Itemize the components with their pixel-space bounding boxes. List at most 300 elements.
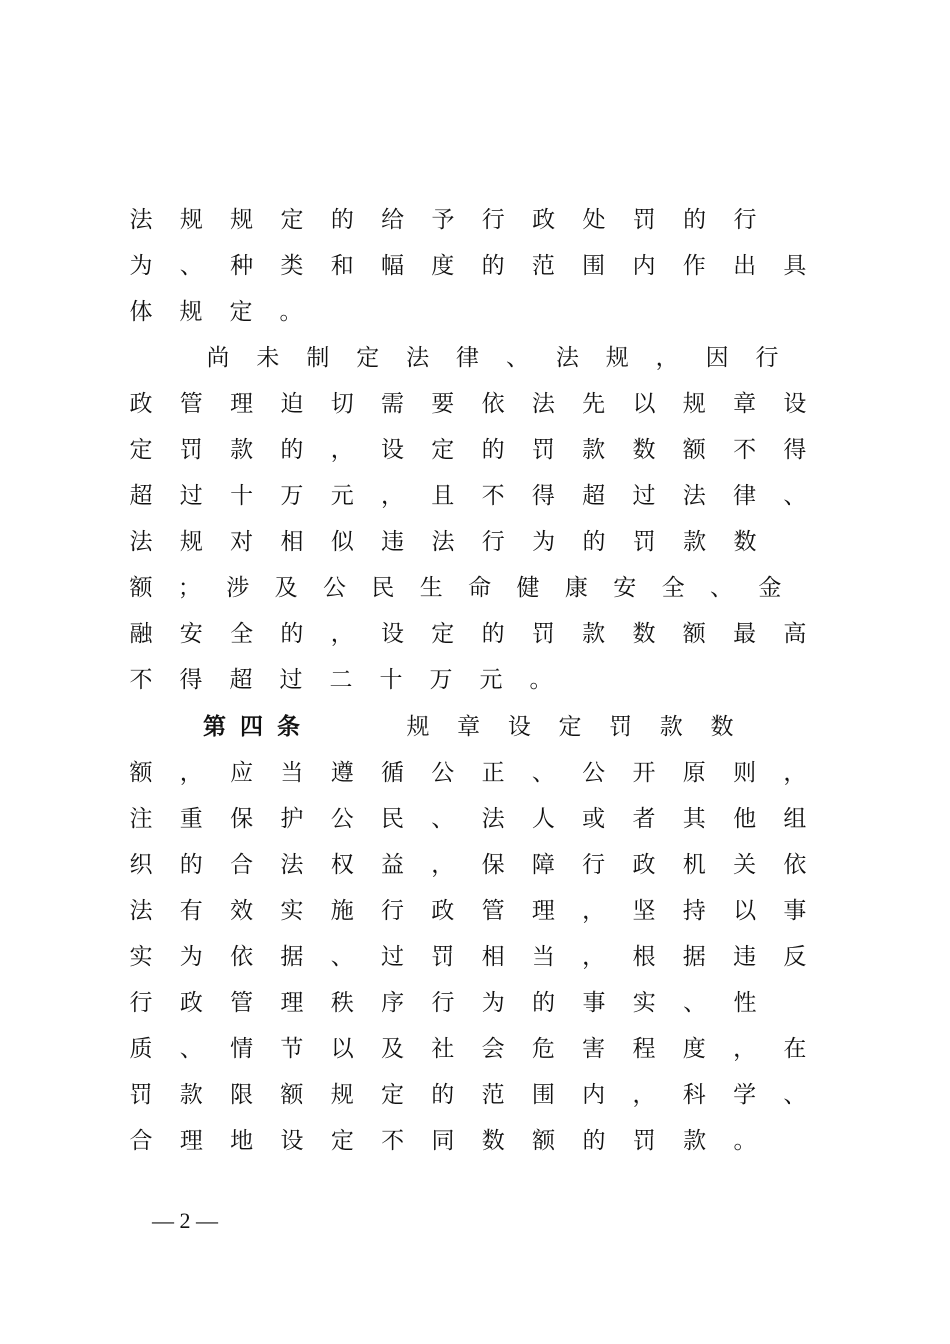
text-char: 的 [481, 621, 505, 647]
text-char: 先 [582, 391, 606, 417]
text-char: 公 [330, 806, 354, 832]
text-char: ， [733, 1036, 757, 1062]
text-char: 法 [129, 207, 153, 233]
text-char: 对 [230, 529, 254, 555]
text-char: 政 [129, 391, 153, 417]
line-chars [128, 246, 808, 286]
text-char: 的 [582, 1128, 606, 1154]
text-char: 在 [783, 1036, 807, 1062]
text-char: ， [330, 437, 354, 463]
text-char: 要 [431, 391, 455, 417]
text-char: 有 [179, 898, 203, 924]
text-char: 危 [531, 1036, 555, 1062]
text-char: 公 [431, 760, 455, 786]
text-char: 织 [129, 852, 153, 878]
text-char: 权 [330, 852, 354, 878]
text-char: 罚 [129, 1082, 153, 1108]
text-line [128, 384, 808, 424]
text-char: 保 [481, 852, 505, 878]
text-char: 行 [380, 898, 404, 924]
text-line [128, 614, 808, 654]
text-char: 障 [531, 852, 555, 878]
text-char: 不 [481, 483, 505, 509]
text-char: 安 [613, 575, 637, 601]
text-char: 、 [683, 990, 707, 1016]
text-char: 为 [129, 253, 153, 279]
text-char: 围 [582, 253, 606, 279]
text-char: 法 [555, 345, 579, 371]
text-char: ， [380, 483, 404, 509]
text-char: 内 [632, 253, 656, 279]
text-char: 合 [230, 852, 254, 878]
text-char: 实 [632, 990, 656, 1016]
line-chars [128, 845, 808, 885]
text-char: 相 [481, 944, 505, 970]
text-char: 公 [582, 760, 606, 786]
text-char: 公 [323, 575, 346, 601]
text-char: 的 [330, 207, 354, 233]
text-char: 机 [682, 852, 706, 878]
text-line [128, 1029, 808, 1069]
text-char: 过 [380, 944, 404, 970]
text-char: 定 [558, 714, 582, 740]
text-char: 规 [179, 299, 203, 325]
line-chars [128, 384, 808, 424]
text-char: 规 [179, 207, 203, 233]
text-char: 额 [682, 437, 706, 463]
text-char: 为 [481, 990, 505, 1016]
text-char: 法 [129, 898, 153, 924]
text-char: 管 [481, 898, 505, 924]
text-char: 的 [683, 207, 707, 233]
text-char: 法 [406, 345, 430, 371]
text-char: 的 [280, 621, 304, 647]
text-char: 罚 [179, 437, 203, 463]
text-char: 人 [531, 806, 555, 832]
text-char: 施 [330, 898, 354, 924]
text-char: 组 [783, 806, 807, 832]
text-char: 最 [733, 621, 757, 647]
text-char: 秩 [330, 990, 354, 1016]
text-char: 政 [532, 207, 556, 233]
text-char: 体 [129, 299, 153, 325]
text-char: 安 [179, 621, 203, 647]
text-char: 情 [230, 1036, 254, 1062]
text-char: 围 [531, 1082, 555, 1108]
line-chars [128, 1121, 758, 1161]
text-char: 相 [280, 529, 304, 555]
text-char: 尚 [206, 345, 230, 371]
text-char: 违 [733, 944, 757, 970]
text-char: 理 [280, 990, 304, 1016]
text-line [128, 983, 758, 1023]
text-char: 管 [230, 990, 254, 1016]
text-char: 学 [733, 1082, 757, 1108]
text-char: 科 [682, 1082, 706, 1108]
text-char: 规 [330, 1082, 354, 1108]
text-char: 万 [280, 483, 304, 509]
text-char: 效 [230, 898, 254, 924]
text-char: 数 [710, 714, 734, 740]
text-char: 实 [280, 898, 304, 924]
line-chars [128, 522, 758, 562]
text-char: 的 [431, 1082, 455, 1108]
line-chars [128, 937, 808, 977]
text-char: 范 [481, 1082, 505, 1108]
text-char: 予 [431, 207, 455, 233]
line-chars [128, 568, 783, 608]
text-char: 关 [733, 852, 757, 878]
text-char: 事 [783, 898, 807, 924]
text-char: 地 [230, 1128, 254, 1154]
text-line [405, 707, 735, 747]
text-line [128, 937, 808, 977]
text-char: 及 [274, 575, 298, 601]
line-chars [128, 753, 808, 793]
text-char: 元 [330, 483, 354, 509]
text-char: 因 [705, 345, 729, 371]
text-char: 、 [783, 483, 807, 509]
text-char: 、 [179, 1036, 203, 1062]
line-chars [128, 614, 808, 654]
text-line [128, 753, 808, 793]
text-char: 法 [531, 391, 555, 417]
text-char: 全 [661, 575, 685, 601]
text-char: 高 [783, 621, 807, 647]
text-char: 法 [431, 529, 455, 555]
text-char: 律 [456, 345, 480, 371]
text-char: 得 [531, 483, 555, 509]
text-char: 行 [481, 207, 505, 233]
text-char: 全 [230, 621, 254, 647]
text-char: 款 [230, 437, 254, 463]
text-line [128, 200, 758, 240]
text-char: 数 [632, 437, 656, 463]
text-char: 持 [682, 898, 706, 924]
text-char: 规 [605, 345, 629, 371]
text-char: 设 [380, 437, 404, 463]
text-char: ， [431, 852, 455, 878]
text-char: 的 [179, 852, 203, 878]
text-char: 章 [457, 714, 481, 740]
text-char: 定 [280, 207, 304, 233]
text-char: 幅 [380, 253, 404, 279]
text-char: 金 [758, 575, 782, 601]
text-char: 政 [179, 990, 203, 1016]
text-char: 行 [755, 345, 779, 371]
text-char: 违 [381, 529, 405, 555]
text-char: 款 [659, 714, 683, 740]
text-char: 额 [129, 575, 153, 601]
text-char: 害 [582, 1036, 606, 1062]
text-char: 当 [531, 944, 555, 970]
text-char: 序 [381, 990, 405, 1016]
text-char: 定 [431, 437, 455, 463]
text-char: 合 [129, 1128, 153, 1154]
text-char: 作 [682, 253, 706, 279]
text-char: 根 [632, 944, 656, 970]
text-char: 依 [230, 944, 254, 970]
text-char: 者 [632, 806, 656, 832]
text-char: 额 [280, 1082, 304, 1108]
text-char: 处 [582, 207, 606, 233]
text-char: 定 [229, 299, 253, 325]
text-char: 额 [682, 621, 706, 647]
text-char: 为 [179, 944, 203, 970]
text-char: 以 [330, 1036, 354, 1062]
text-char: 且 [431, 483, 455, 509]
line-chars [205, 338, 780, 378]
text-char: 设 [783, 391, 807, 417]
text-char: 或 [582, 806, 606, 832]
text-char: 十 [379, 667, 403, 693]
text-char: ， [582, 944, 606, 970]
text-char: 开 [632, 760, 656, 786]
text-char: 性 [733, 990, 757, 1016]
text-char: 切 [330, 391, 354, 417]
text-char: 超 [582, 483, 606, 509]
text-char: 范 [531, 253, 555, 279]
text-char: 坚 [632, 898, 656, 924]
line-chars [128, 1075, 808, 1115]
text-char: 康 [564, 575, 588, 601]
text-char: 款 [683, 1128, 707, 1154]
text-char: 遵 [330, 760, 354, 786]
text-char: 款 [582, 437, 606, 463]
text-char: 的 [582, 529, 606, 555]
text-char: 理 [230, 391, 254, 417]
text-char: 罚 [531, 621, 555, 647]
text-line [128, 1121, 758, 1161]
text-char: 罚 [632, 207, 656, 233]
text-char: 行 [129, 990, 153, 1016]
text-char: 具 [783, 253, 807, 279]
text-char: 依 [481, 391, 505, 417]
text-char: 超 [129, 483, 153, 509]
text-char: 种 [230, 253, 254, 279]
text-char: 据 [280, 944, 304, 970]
text-char: 给 [381, 207, 405, 233]
text-char: 法 [129, 529, 153, 555]
text-char: 过 [632, 483, 656, 509]
text-char: 制 [306, 345, 330, 371]
text-char: 程 [632, 1036, 656, 1062]
text-char: 律 [733, 483, 757, 509]
text-char: 法 [280, 852, 304, 878]
text-char: 他 [733, 806, 757, 832]
text-char: 、 [505, 345, 529, 371]
line-chars [128, 1029, 808, 1069]
text-char: 和 [330, 253, 354, 279]
text-char: 度 [682, 1036, 706, 1062]
text-char: 为 [532, 529, 556, 555]
text-char: 的 [481, 253, 505, 279]
text-char: 万 [429, 667, 453, 693]
text-char: 以 [632, 391, 656, 417]
text-char: 款 [683, 529, 707, 555]
text-char: 法 [481, 806, 505, 832]
text-line [128, 246, 808, 286]
text-char: ， [632, 1082, 656, 1108]
text-char: 保 [230, 806, 254, 832]
text-line [128, 292, 808, 332]
text-char: 罚 [531, 437, 555, 463]
text-char: 规 [682, 391, 706, 417]
text-char: 、 [531, 760, 555, 786]
text-line [128, 522, 758, 562]
text-char: 。 [733, 1128, 757, 1154]
text-char: 同 [431, 1128, 455, 1154]
text-char: 设 [507, 714, 531, 740]
text-char: 。 [529, 667, 553, 693]
text-char: 当 [280, 760, 304, 786]
text-char: 法 [682, 483, 706, 509]
text-char: 类 [280, 253, 304, 279]
text-char: 原 [682, 760, 706, 786]
text-char: 需 [380, 391, 404, 417]
line-chars [128, 292, 808, 332]
text-char: 规 [179, 529, 203, 555]
text-char: 行 [733, 207, 757, 233]
text-char: 出 [733, 253, 757, 279]
text-char: 数 [733, 529, 757, 555]
line-chars [128, 983, 758, 1023]
text-char: 十 [230, 483, 254, 509]
text-char: 民 [371, 575, 395, 601]
line-chars [128, 476, 808, 516]
text-char: 过 [179, 483, 203, 509]
text-char: 、 [330, 944, 354, 970]
text-char: ， [330, 621, 354, 647]
text-char: 会 [481, 1036, 505, 1062]
line-chars [128, 799, 808, 839]
text-char: 行 [481, 529, 505, 555]
text-char: 罚 [609, 714, 633, 740]
text-char: 。 [279, 299, 303, 325]
text-char: 内 [582, 1082, 606, 1108]
text-char: 未 [256, 345, 280, 371]
text-char: 定 [129, 437, 153, 463]
text-line [128, 845, 808, 885]
text-char: 、 [179, 253, 203, 279]
text-char: 管 [179, 391, 203, 417]
text-line [128, 660, 808, 700]
text-char: 则 [733, 760, 757, 786]
text-char: ， [179, 760, 203, 786]
text-char: 数 [632, 621, 656, 647]
text-char: 定 [330, 1128, 354, 1154]
text-char: 及 [380, 1036, 404, 1062]
text-char: 重 [179, 806, 203, 832]
text-char: 循 [380, 760, 404, 786]
line-chars [128, 430, 808, 470]
text-char: 命 [468, 575, 492, 601]
text-char: 护 [280, 806, 304, 832]
text-char: 规 [406, 714, 430, 740]
text-char: 理 [531, 898, 555, 924]
text-char: 其 [682, 806, 706, 832]
text-char: 节 [280, 1036, 304, 1062]
text-char: ， [582, 898, 606, 924]
text-char: 不 [381, 1128, 405, 1154]
text-char: 罚 [632, 1128, 656, 1154]
text-char: 行 [431, 990, 455, 1016]
text-char: 度 [431, 253, 455, 279]
text-char: ， [655, 345, 679, 371]
text-char: 二 [329, 667, 353, 693]
text-char: 、 [431, 806, 455, 832]
text-line [128, 430, 808, 470]
text-char: 益 [380, 852, 404, 878]
text-char: 设 [380, 621, 404, 647]
line-chars [128, 891, 808, 931]
text-line [128, 891, 808, 931]
text-char: 款 [582, 621, 606, 647]
text-char: 定 [380, 1082, 404, 1108]
text-char: 政 [632, 852, 656, 878]
text-char: 注 [129, 806, 153, 832]
text-char: 理 [179, 1128, 203, 1154]
text-line [128, 568, 783, 608]
text-char: 定 [356, 345, 380, 371]
text-char: 正 [481, 760, 505, 786]
text-char: 应 [230, 760, 254, 786]
text-char: 以 [733, 898, 757, 924]
text-char: 元 [479, 667, 503, 693]
text-char: 健 [516, 575, 540, 601]
text-char: 的 [532, 990, 556, 1016]
text-char: 得 [179, 667, 203, 693]
text-char: 涉 [226, 575, 250, 601]
text-char: 不 [733, 437, 757, 463]
text-char: ， [783, 760, 807, 786]
line-chars [405, 707, 735, 747]
text-char: 额 [129, 760, 153, 786]
text-char: 反 [783, 944, 807, 970]
text-line [128, 476, 808, 516]
text-char: 超 [229, 667, 253, 693]
article-label: 第四条 [203, 714, 314, 740]
text-char: 、 [710, 575, 733, 601]
text-line [128, 1075, 808, 1115]
text-char: 定 [431, 621, 455, 647]
text-char: 政 [431, 898, 455, 924]
text-char: 质 [129, 1036, 153, 1062]
text-char: 罚 [632, 529, 656, 555]
text-char: 民 [380, 806, 404, 832]
text-char: 迫 [280, 391, 304, 417]
text-char: 依 [783, 852, 807, 878]
text-char: 章 [733, 391, 757, 417]
text-char: 款 [179, 1082, 203, 1108]
text-char: 数 [481, 1128, 505, 1154]
text-char: ； [177, 575, 201, 601]
text-char: 过 [279, 667, 303, 693]
text-char: 设 [280, 1128, 304, 1154]
page-number: — 2 — [152, 1208, 218, 1233]
text-char: 事 [582, 990, 606, 1016]
text-char: 社 [431, 1036, 455, 1062]
text-char: 不 [129, 667, 153, 693]
line-chars [128, 660, 808, 700]
text-char: 、 [783, 1082, 807, 1108]
text-char: 额 [532, 1128, 556, 1154]
text-char: 罚 [431, 944, 455, 970]
text-char: 行 [582, 852, 606, 878]
text-char: 得 [783, 437, 807, 463]
text-char: 的 [481, 437, 505, 463]
text-char: 据 [682, 944, 706, 970]
